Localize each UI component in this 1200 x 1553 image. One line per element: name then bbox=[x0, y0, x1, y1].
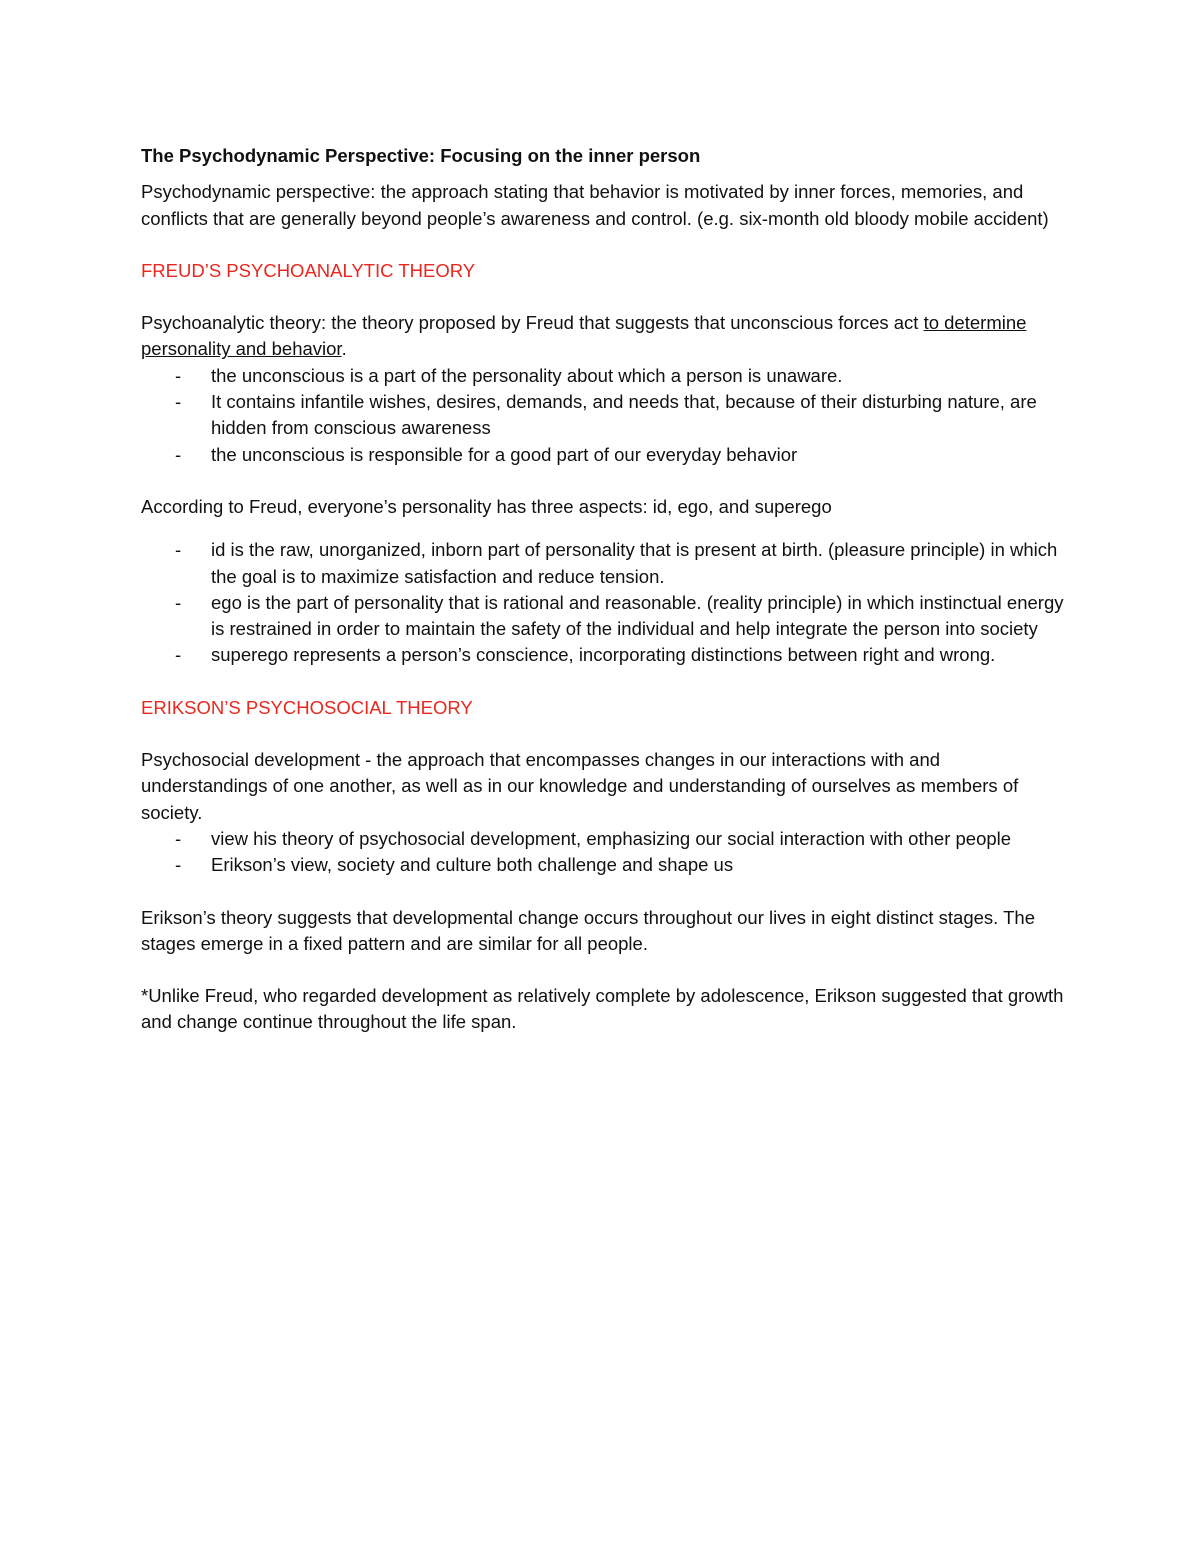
list-item: - ego is the part of personality that is rational and reasonable. (reality principle) in which instinctual energy is restrained in order to maintain the safety of the individual and help integrate the person into society bbox=[141, 590, 1066, 643]
freud-unconscious-list bbox=[141, 363, 1066, 468]
document-body bbox=[141, 143, 1066, 1062]
erikson-stages-paragraph: Erikson’s theory suggests that developmental change occurs throughout our lives in eight distinct stages. The stages emerge in a fixed pattern and are similar for all people. bbox=[141, 906, 1035, 954]
freud-aspects-list bbox=[141, 537, 1066, 668]
page-title: The Psychodynamic Perspective: Focusing on the inner person bbox=[141, 145, 701, 166]
freud-heading: FREUD’S PSYCHOANALYTIC THEORY bbox=[141, 259, 476, 281]
freud-definition-text: Psychoanalytic theory: the theory proposed by Freud that suggests that unconscious forces act bbox=[141, 312, 924, 334]
list-item: - the unconscious is responsible for a good part of our everyday behavior bbox=[141, 442, 1066, 468]
erikson-note-paragraph: *Unlike Freud, who regarded development as relatively complete by adolescence, Erikson suggested that growth and change continue throughout the life span. bbox=[141, 985, 1064, 1033]
list-item: - Erikson’s view, society and culture both challenge and shape us bbox=[141, 852, 1066, 878]
freud-definition bbox=[141, 310, 1066, 363]
list-item: - It contains infantile wishes, desires, demands, and needs that, because of their disturbing nature, are hidden from conscious awareness bbox=[141, 389, 1066, 442]
intro-paragraph: Psychodynamic perspective: the approach stating that behavior is motivated by inner forces, memories, and conflicts that are generally beyond people’s awareness and control. (e.g. six-month old bloody mobile accident) bbox=[141, 181, 1049, 229]
erikson-heading: ERIKSON’S PSYCHOSOCIAL THEORY bbox=[141, 696, 473, 718]
list-item: - id is the raw, unorganized, inborn part of personality that is present at birth. (pleasure principle) in which the goal is to maximize satisfaction and reduce tension. bbox=[141, 537, 1066, 590]
freud-definition-end: . bbox=[341, 338, 347, 360]
list-item: - superego represents a person’s conscience, incorporating distinctions between right and wrong. bbox=[141, 642, 1066, 668]
freud-definition-underlined: to determine personality and behavior bbox=[141, 312, 1027, 360]
list-item: - view his theory of psychosocial development, emphasizing our social interaction with other people bbox=[141, 826, 1066, 852]
erikson-list bbox=[141, 826, 1066, 879]
freud-aspects-intro: According to Freud, everyone’s personality has three aspects: id, ego, and superego bbox=[141, 495, 832, 517]
erikson-definition: Psychosocial development - the approach that encompasses changes in our interactions with and understandings of one another, as well as in our knowledge and understanding of ourselves as members of society. bbox=[141, 749, 1019, 823]
list-item: - the unconscious is a part of the personality about which a person is unaware. bbox=[141, 363, 1066, 389]
